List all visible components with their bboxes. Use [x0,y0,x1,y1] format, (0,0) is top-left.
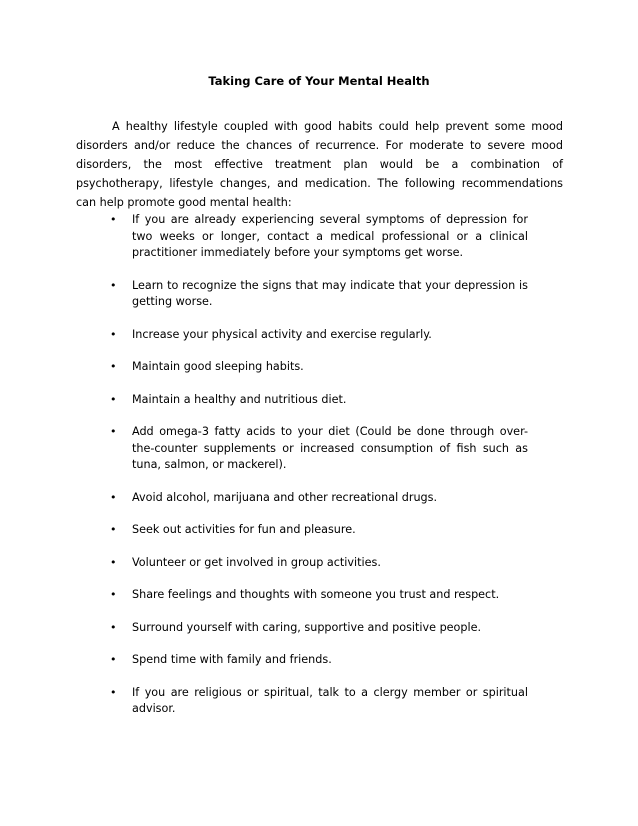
list-item-text: If you are already experiencing several symptoms of depression for two weeks or longer, contact a medical professional or a clinical practitioner immediately before your symptoms get worse. [132,213,528,259]
list-item-text: Seek out activities for fun and pleasure. [132,523,356,536]
list-item-text: Add omega-3 fatty acids to your diet (Could be done through over-the-counter supplements or increased consumption of fish such as tuna, salmon, or mackerel). [132,425,528,471]
list-item [108,490,528,507]
list-item [108,424,528,474]
bullet-icon: • [110,653,117,666]
list-item-text: Volunteer or get involved in group activities. [132,555,381,569]
list-item [108,587,528,604]
list-item-text: Maintain a healthy and nutritious diet. [132,392,347,406]
bullet-icon: • [110,588,117,601]
bullet-icon: • [110,523,117,536]
list-item-text: Surround yourself with caring, supportive and positive people. [132,620,482,634]
list-item [108,392,528,409]
bullet-icon: • [110,278,117,292]
bullet-icon: • [110,620,117,634]
list-item-text: Maintain good sleeping habits. [132,360,304,373]
bullet-icon: • [110,327,117,341]
bullet-icon: • [110,425,117,438]
list-item-text: Spend time with family and friends. [132,653,332,666]
bullet-icon: • [110,555,117,569]
bullet-icon: • [110,360,117,373]
list-item-text: Increase your physical activity and exercise regularly. [132,327,432,341]
list-item [108,685,528,718]
bullet-icon: • [110,392,117,406]
list-item-text: Learn to recognize the signs that may indicate that your depression is getting worse. [132,278,528,308]
list-item-text: If you are religious or spiritual, talk to a clergy member or spiritual advisor. [132,685,528,715]
list-item [108,522,528,539]
bullet-icon: • [110,213,117,226]
bullet-icon: • [110,685,117,699]
recommendation-list [108,212,528,734]
list-item [108,555,528,572]
intro-paragraph: A healthy lifestyle coupled with good habits could help prevent some mood disorders and/or reduce the chances of recurrence. For moderate to severe mood disorders, the most effective treatment plan would be a combination of psychotherapy, lifestyle changes, and medication. The following recommendations can help promote good mental health: [76,120,563,209]
list-item-text: Avoid alcohol, marijuana and other recreational drugs. [132,490,438,504]
bullet-icon: • [110,490,117,504]
page-title: Taking Care of Your Mental Health [208,74,430,88]
list-item [108,212,528,262]
list-item [108,327,528,344]
list-item [108,278,528,311]
list-item [108,359,528,376]
list-item [108,652,528,669]
list-item [108,620,528,637]
list-item-text: Share feelings and thoughts with someone you trust and respect. [132,588,500,601]
